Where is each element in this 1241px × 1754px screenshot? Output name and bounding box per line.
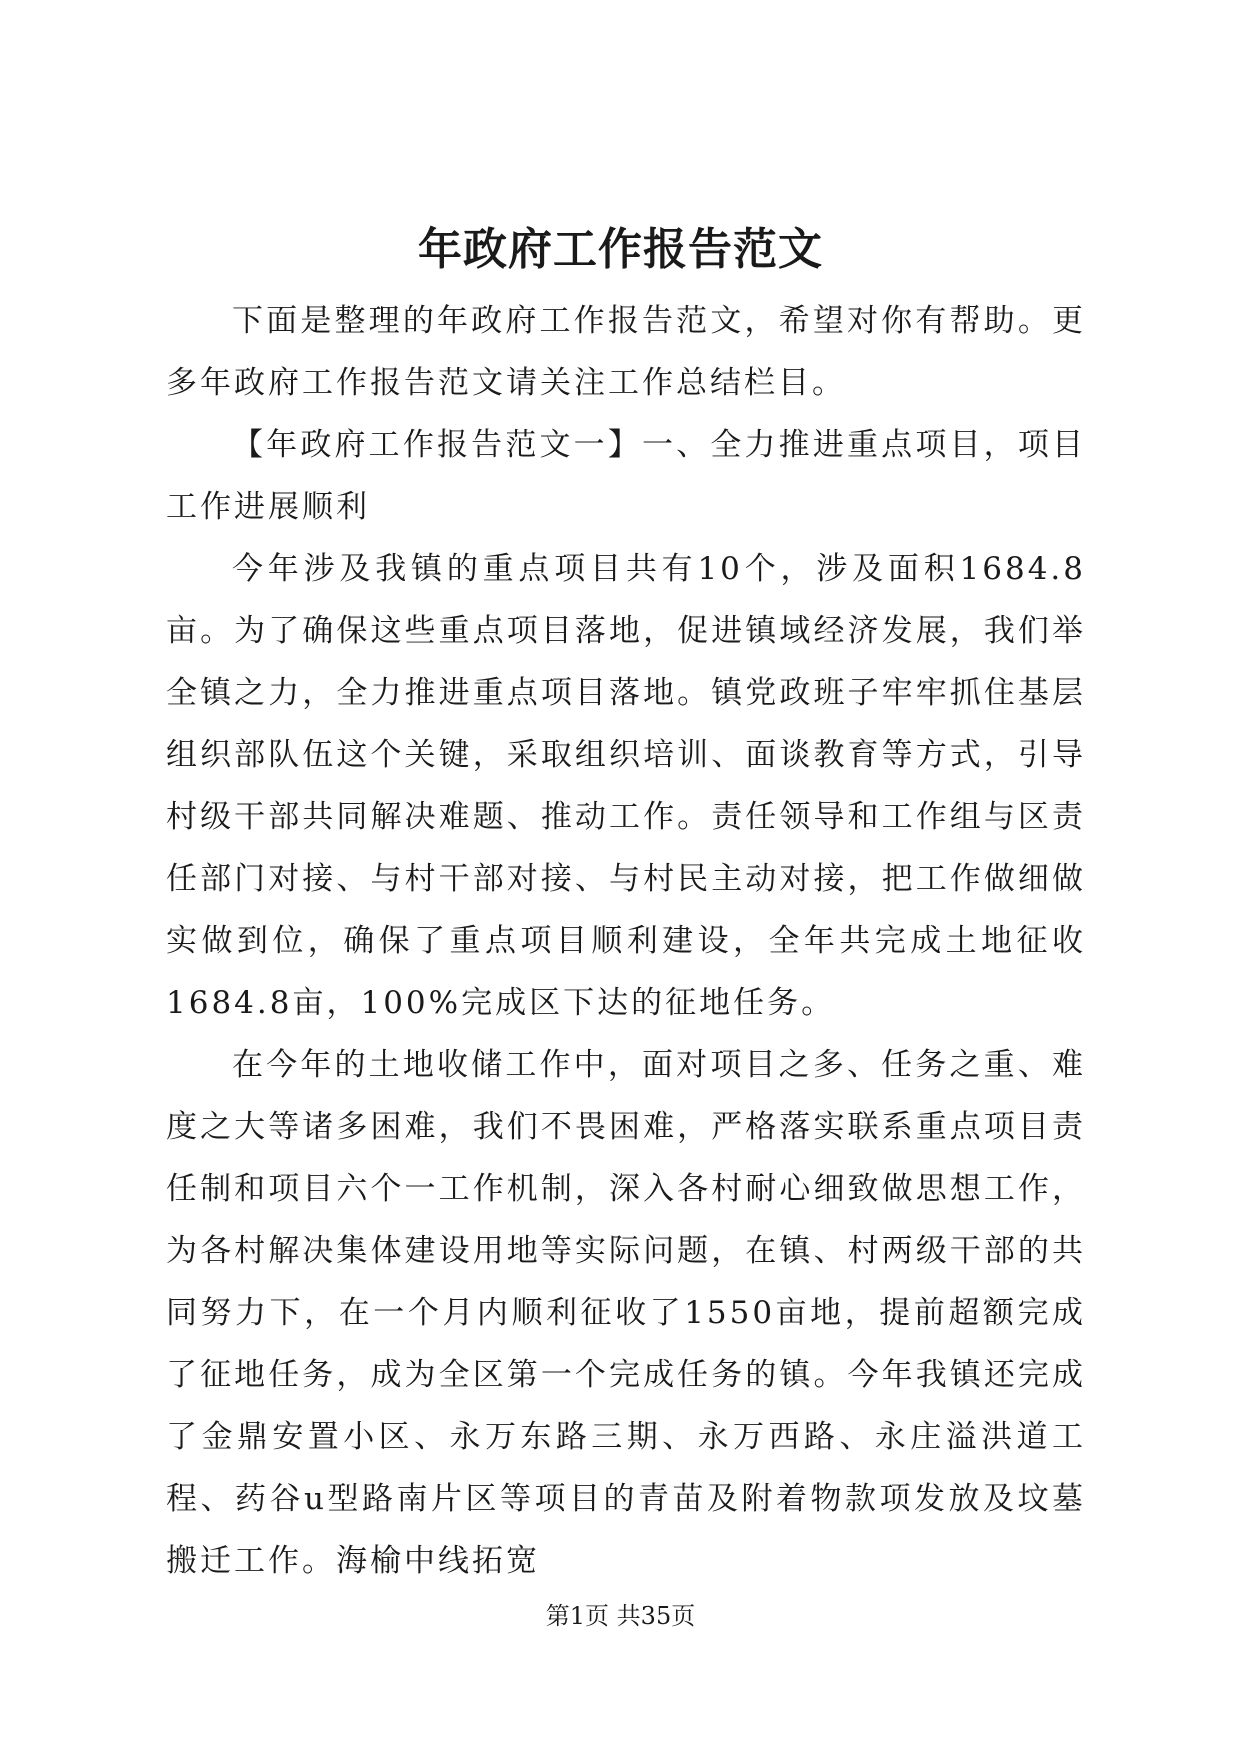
paragraph-section-heading: 【年政府工作报告范文一】一、全力推进重点项目，项目工作进展顺利 bbox=[166, 427, 1086, 525]
document-body bbox=[166, 290, 1086, 1592]
paragraph-intro: 下面是整理的年政府工作报告范文，希望对你有帮助。更多年政府工作报告范文请关注工作总结栏目。 bbox=[166, 303, 1086, 401]
paragraph-key-projects: 今年涉及我镇的重点项目共有10个，涉及面积1684.8亩。为了确保这些重点项目落地，促进镇域经济发展，我们举全镇之力，全力推进重点项目落地。镇党政班子牢牢抓住基层组织部队伍这个关键，采取组织培训、面谈教育等方式，引导村级干部共同解决难题、推动工作。责任领导和工作组与区责任部门对接、与村干部对接、与村民主动对接，把工作做细做实做到位，确保了重点项目顺利建设，全年共完成土地征收1684.8亩，100%完成区下达的征地任务。 bbox=[166, 551, 1086, 1021]
paragraph-land-storage: 在今年的土地收储工作中，面对项目之多、任务之重、难度之大等诸多困难，我们不畏困难，严格落实联系重点项目责任制和项目六个一工作机制，深入各村耐心细致做思想工作，为各村解决集体建设用地等实际问题，在镇、村两级干部的共同努力下，在一个月内顺利征收了1550亩地，提前超额完成了征地任务，成为全区第一个完成任务的镇。今年我镇还完成了金鼎安置小区、永万东路三期、永万西路、永庄溢洪道工程、药谷u型路南片区等项目的青苗及附着物款项发放及坟墓搬迁工作。海榆中线拓宽 bbox=[166, 1047, 1086, 1579]
page-number-footer: 第1页 共35页 bbox=[545, 1602, 696, 1630]
document-title: 年政府工作报告范文 bbox=[418, 224, 823, 275]
